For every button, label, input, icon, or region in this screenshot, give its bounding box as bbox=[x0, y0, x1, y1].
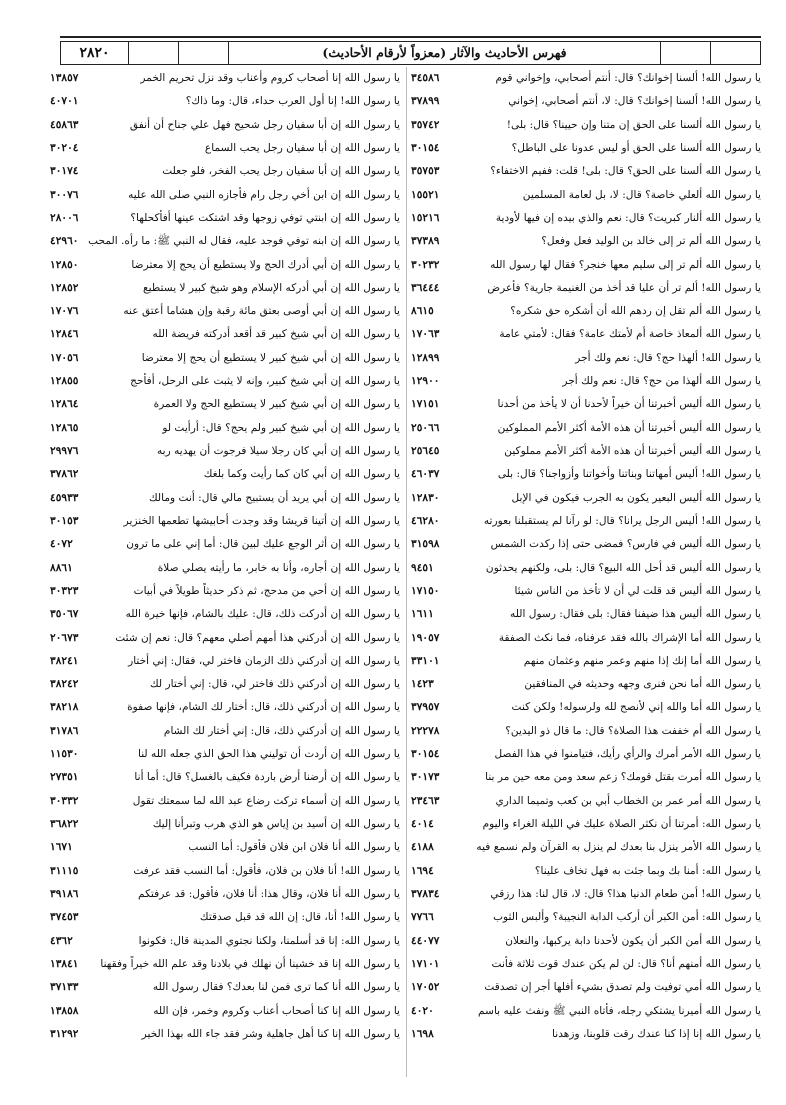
entry-number: ١٧١٥١ bbox=[411, 398, 440, 411]
index-entry bbox=[50, 860, 400, 883]
index-entry bbox=[50, 813, 400, 836]
index-entry bbox=[50, 487, 400, 510]
entry-number: ٢٣٤٦٣ bbox=[411, 794, 440, 807]
entry-number: ١٥٥٢١ bbox=[411, 188, 440, 201]
index-entry bbox=[411, 487, 761, 510]
header-title: فهرس الأحاديث والآثار (معزواً لأرقام الأحاديث) bbox=[228, 42, 660, 64]
entry-text: يا رسول الله: أمنا بك وبما جئت به فهل تخاف علينا؟ bbox=[534, 864, 761, 877]
entry-number: ٢٢٢٧٨ bbox=[411, 724, 440, 737]
index-entry bbox=[411, 207, 761, 230]
header-cell bbox=[128, 42, 178, 64]
entry-text: يا رسول الله أم خففت هذا الصلاة؟ قال: ما قال ذو اليدين؟ bbox=[505, 724, 761, 737]
entry-text: يا رسول الله! أمن طعام الدنيا هذا؟ قال: لا، قال لنا: هذا رزقي bbox=[490, 887, 761, 900]
entry-number: ٣٠٣٢٣ bbox=[50, 584, 79, 597]
entry-text: يا رسول الله: أمرتنا أن نكثر الصلاة عليك في الليلة الغراء واليوم bbox=[482, 818, 761, 830]
entry-number: ٣٠١٧٣ bbox=[411, 771, 440, 784]
entry-number: ٣٠٢٣٢ bbox=[411, 258, 440, 271]
entry-number: ٣٧٣٨٩ bbox=[411, 235, 440, 248]
entry-text: يا رسول الله أمن الكبر أن يكون لأحدنا دابة يركبها، والنعلان bbox=[505, 934, 761, 947]
index-entry bbox=[411, 90, 761, 113]
entry-number: ٣٧٩٥٧ bbox=[411, 701, 440, 714]
entry-text: يا رسول الله إن أبي شيخ كبير قد أقعد أدركته فريضة الله bbox=[152, 328, 400, 341]
entry-number: ١٣٨٥٧ bbox=[50, 72, 79, 84]
index-entry bbox=[50, 627, 400, 650]
entry-number: ٤٢٩٦٠ bbox=[50, 235, 79, 248]
index-entry bbox=[411, 860, 761, 883]
index-entry bbox=[50, 463, 400, 486]
entry-number: ٣٧٨٩٩ bbox=[411, 95, 440, 108]
entry-number: ٣٠١٥٤ bbox=[411, 748, 440, 761]
header-cell bbox=[660, 42, 710, 64]
entry-number: ٢٥٠٦٦ bbox=[411, 421, 440, 434]
entry-text: يا رسول الله ألسنا على الحق إن متنا وإن حيينا؟ قال: بلى! bbox=[506, 118, 761, 131]
index-entry bbox=[50, 883, 400, 906]
entry-number: ٢٥٦٤٥ bbox=[411, 445, 440, 457]
entry-text: يا رسول الله إن أدركت ذلك، قال: عليك بالشام، فإنها خيرة الله bbox=[125, 608, 400, 621]
index-entry bbox=[411, 463, 761, 486]
entry-text: يا رسول الله إن أبي كان كما رأيت وكما بلغك bbox=[203, 468, 400, 481]
index-entry bbox=[411, 370, 761, 393]
index-entry bbox=[50, 347, 400, 370]
index-entry bbox=[411, 930, 761, 953]
entry-text: يا رسول الله إن أبا سفيان رجل يحب السماع bbox=[204, 141, 400, 154]
entry-text: يا رسول الله: أمن الكبر أن أركب الدابة النجيبة؟ وألبس الثوب bbox=[493, 911, 761, 924]
index-entry bbox=[50, 906, 400, 929]
index-entry bbox=[50, 417, 400, 440]
entry-text: يا رسول الله أمرت بقتل قومك؟ زعم سعد ومن معه حين مر بنا bbox=[485, 771, 761, 784]
entry-text: يا رسول الله! أنا، قال: إن الله قد قبل صدقتك bbox=[199, 911, 400, 924]
index-entry bbox=[411, 184, 761, 207]
index-entry bbox=[411, 510, 761, 533]
entry-number: ١٧١٥٠ bbox=[411, 584, 440, 597]
entry-number: ١١٥٣٠ bbox=[50, 748, 79, 761]
entry-text: يا رسول الله الأمر ينزل بنا بعدك لم ينزل به القرآن ولم نسمع فيه bbox=[476, 841, 761, 854]
entry-number: ٣٠٣٣٢ bbox=[50, 794, 79, 807]
entry-text: يا رسول الله ألعلي خاصة؟ قال: لا، بل لعامة المسلمين bbox=[522, 188, 761, 201]
index-entry bbox=[50, 953, 400, 976]
index-entry bbox=[411, 603, 761, 626]
entry-number: ٤٥٩٣٣ bbox=[50, 491, 79, 504]
entry-text: يا رسول الله ألهذا من حج؟ قال: نعم ولك أجر bbox=[562, 375, 761, 388]
entry-number: ١٢٨٦٤ bbox=[50, 398, 79, 411]
index-entry bbox=[411, 440, 761, 463]
index-entry bbox=[411, 230, 761, 253]
index-entry bbox=[50, 696, 400, 719]
entry-number: ١٤٢٣ bbox=[411, 678, 434, 691]
entry-number: ٤٥٨٦٣ bbox=[50, 118, 79, 131]
entry-text: يا رسول الله إن أتينا قريشا وقد وجدت أحابيشها تطعمها الخنزير bbox=[123, 514, 400, 527]
entry-text: يا رسول الله أما إنك إذا منهم وعمر منهم وعثمان منهم bbox=[523, 654, 761, 667]
index-entry bbox=[411, 953, 761, 976]
index-entry bbox=[411, 580, 761, 603]
index-entry bbox=[411, 813, 761, 836]
entry-text: يا رسول الله ألم تر إلى سليم معها خنجر؟ فقال لها رسول الله bbox=[490, 258, 761, 271]
entry-text: يا رسول الله إن أبي أدرك الحج ولا يستطيع أن يحج إلا معترضا bbox=[131, 258, 400, 271]
entry-number: ٣٨٢١٨ bbox=[50, 701, 79, 714]
index-entry bbox=[411, 883, 761, 906]
entry-number: ٤٦٢٨٠ bbox=[411, 514, 440, 527]
entry-text: يا رسول الله أليس قد قلت لي أن لا تأخذ من الناس شيئا bbox=[514, 584, 761, 597]
entry-number: ٣٧١٣٣ bbox=[50, 981, 79, 994]
entry-number: ١٢٨٥٥ bbox=[50, 375, 79, 388]
index-entry bbox=[411, 696, 761, 719]
index-entry bbox=[411, 137, 761, 160]
left-column bbox=[50, 67, 400, 1046]
index-entry bbox=[411, 1023, 761, 1046]
index-entry bbox=[411, 323, 761, 346]
entry-text: يا رسول الله! ألم تر أن عليا قد أخذ من الغنيمة جارية؟ فأعرض bbox=[487, 281, 761, 294]
index-entry bbox=[411, 906, 761, 929]
entry-text: يا رسول الله أما نحن فنرى وجهه وحديثه في المنافقين bbox=[524, 678, 761, 691]
entry-text: يا رسول الله أمنهم أنا؟ قال: لن لم يكن عندك قوت ثلاثة فأنت bbox=[491, 957, 761, 970]
index-entry bbox=[50, 720, 400, 743]
index-entry bbox=[411, 67, 761, 90]
header-cell bbox=[178, 42, 228, 64]
entry-number: ١٢٨٣٠ bbox=[411, 491, 440, 504]
entry-number: ٩٤٥١ bbox=[411, 561, 434, 574]
entry-number: ١٣٨٥٨ bbox=[50, 1004, 79, 1017]
index-entry bbox=[50, 976, 400, 999]
entry-number: ٣٦٤٤٤ bbox=[411, 281, 440, 294]
index-entry bbox=[411, 557, 761, 580]
index-entry bbox=[50, 580, 400, 603]
entry-text: يا رسول الله أليس البعير يكون به الجرب فيكون في الإبل bbox=[511, 491, 761, 504]
entry-number: ٢٨٠٠٦ bbox=[50, 211, 79, 224]
entry-text: يا رسول الله! أليس الرجل يرانا؟ قال: لو رآنا لم يستقبلنا بعورته bbox=[483, 514, 761, 527]
entry-text: يا رسول الله إن أبي أوصى بعتق مائة رقبة وإن هشاما أعتق عنه bbox=[123, 305, 400, 318]
index-entry bbox=[50, 254, 400, 277]
entry-text: يا رسول الله إن أدركني ذلك، قال: إني أختار لك الشام bbox=[163, 724, 400, 737]
entry-number: ٨٨٦١ bbox=[50, 561, 73, 574]
entry-number: ٢٠٦٧٣ bbox=[50, 631, 79, 644]
index-entry bbox=[411, 254, 761, 277]
entry-number: ١٥٢١٦ bbox=[411, 211, 440, 224]
index-entry bbox=[411, 743, 761, 766]
index-entry bbox=[411, 650, 761, 673]
index-entry bbox=[50, 743, 400, 766]
entry-number: ١٦٧١ bbox=[50, 841, 73, 854]
entry-text: يا رسول الله ألنار كبريت؟ قال: نعم والذي بيده إن فيها لأودية bbox=[495, 211, 761, 224]
entry-text: يا رسول الله! إنا أول العرب حداء، قال: وما ذاك؟ bbox=[185, 95, 400, 108]
entry-text: يا رسول الله إن أدركني ذلك الزمان فاختر لي، فقال: إني أختار bbox=[128, 654, 400, 667]
entry-text: يا رسول الله أنا فلان ابن فلان فأقول: أما النسب bbox=[188, 841, 400, 854]
entry-number: ٤٣٦٢ bbox=[50, 934, 73, 947]
entry-text: يا رسول الله إن ابنه توفي فوجد عليه، فقال له النبي ﷺ: ما رأه. المحب bbox=[88, 235, 400, 248]
entry-number: ٣١٧٨٦ bbox=[50, 724, 79, 737]
index-entry bbox=[411, 114, 761, 137]
index-entry bbox=[411, 836, 761, 859]
index-entry bbox=[50, 370, 400, 393]
index-entry bbox=[50, 114, 400, 137]
entry-text: يا رسول الله أميرنا يشتكي رجله، فأتاه النبي ﷺ ونفث عليه باسم bbox=[478, 1004, 761, 1017]
entry-text: يا رسول الله! أليس أمهاتنا وبناتنا وأخواتنا وأزواجنا؟ قال: بلى bbox=[497, 468, 761, 481]
entry-text: يا رسول الله إن أبي شيخ كبير لا يستطيع الحج ولا العمرة bbox=[153, 398, 400, 411]
index-entry bbox=[50, 67, 400, 90]
entry-number: ٣١١١٥ bbox=[50, 864, 79, 877]
entry-text: يا رسول الله! ألسنا إخوانك؟ قال: لا، أنتم أصحابي، إخواني bbox=[508, 95, 761, 108]
entry-text: يا رسول الله أمر عمر بن الخطاب أبي بن كعب وتميما الداري bbox=[495, 794, 761, 807]
entry-number: ٣٥٠٦٧ bbox=[50, 608, 79, 621]
entry-text: يا رسول الله إن أدركني ذلك فاختر لي، قال: إني أختار لك bbox=[149, 678, 400, 691]
entry-text: يا رسول الله إن أثر الوجع عليك لبين قال: أما إني على ما ترون bbox=[126, 538, 400, 551]
entry-number: ٧٧٦٦ bbox=[411, 911, 434, 924]
entry-number: ١٧١٠١ bbox=[411, 957, 440, 970]
entry-text: يا رسول الله أليس أخبرتنا أن هذه الأمة أكثر الأمم المملوكين bbox=[497, 421, 761, 434]
index-entry bbox=[50, 790, 400, 813]
entry-number: ١٦٩٤ bbox=[411, 864, 434, 877]
entry-number: ٤٠٢٠ bbox=[411, 1004, 434, 1017]
index-entry bbox=[411, 533, 761, 556]
index-entry bbox=[50, 323, 400, 346]
entry-text: يا رسول الله إن أجاره، وأنا به خابر، ما رأيته يصلي صلاة bbox=[157, 561, 400, 574]
index-entry bbox=[50, 650, 400, 673]
entry-text: يا رسول الله إن أبي شيخ كبير لا يستطيع أن يحج إلا معترضا bbox=[141, 351, 400, 364]
index-entry bbox=[411, 720, 761, 743]
entry-text: يا رسول الله أليس قد أحل الله البيع؟ قال: بلى، ولكنهم يحدثون bbox=[485, 561, 761, 574]
entry-text: يا رسول الله أليس أخبرتنا أن خيراً لأحدنا أن لا يأخذ من أحدنا bbox=[497, 398, 761, 411]
index-entry bbox=[50, 557, 400, 580]
index-entry bbox=[411, 347, 761, 370]
entry-number: ٣٣١٠١ bbox=[411, 654, 440, 667]
right-column bbox=[411, 67, 761, 1046]
entry-number: ٤٠٧٢ bbox=[50, 538, 73, 551]
index-entry bbox=[411, 673, 761, 696]
entry-text: يا رسول الله إنا كنا أهل جاهلية وشر فقد جاء الله بهذا الخير bbox=[141, 1027, 400, 1040]
entry-number: ١٢٨٦٥ bbox=[50, 421, 79, 434]
entry-number: ١٧٠٧٦ bbox=[50, 305, 79, 318]
entry-number: ١٦٩٨ bbox=[411, 1027, 434, 1040]
entry-number: ١٧٠٥٦ bbox=[50, 351, 79, 364]
entry-text: يا رسول الله إنا أصحاب كروم وأعناب وقد نزل تحريم الخمر bbox=[140, 72, 400, 84]
entry-number: ٣٠٢٠٤ bbox=[50, 141, 79, 154]
index-entry bbox=[411, 766, 761, 789]
index-entry bbox=[411, 1000, 761, 1023]
entry-text: يا رسول الله إن ابن أخي رجل رام فأجازه النبي صلى الله عليه bbox=[128, 188, 400, 201]
entry-text: يا رسول الله أليس هذا ضيفنا فقال: بلى فقال: رسول الله bbox=[510, 608, 761, 621]
index-entry bbox=[50, 90, 400, 113]
entry-text: يا رسول الله! ألسنا إخوانك؟ قال: أنتم أصحابي، وإخواني قوم bbox=[495, 72, 761, 84]
entry-number: ٨٦١٥ bbox=[411, 305, 434, 318]
entry-number: ٣٧٤٥٣ bbox=[50, 911, 79, 924]
entry-number: ٣١٥٩٨ bbox=[411, 538, 440, 551]
entry-number: ٣١٢٩٢ bbox=[50, 1027, 79, 1040]
entry-text: يا رسول الله إن أبي أدركه الإسلام وهو شيخ كبير لا يستطيع bbox=[143, 281, 400, 294]
entry-number: ٣٨٢٤١ bbox=[50, 654, 79, 667]
entry-number: ١٩٠٥٧ bbox=[411, 631, 440, 644]
index-entry bbox=[411, 300, 761, 323]
entry-number: ٣٧٨٦٢ bbox=[50, 468, 79, 481]
page-header bbox=[60, 41, 761, 65]
entry-text: يا رسول الله: إنا قد أسلمنا، ولكنا نجتوي المدينة قال: فكونوا bbox=[138, 934, 400, 947]
index-entry bbox=[50, 137, 400, 160]
entry-text: يا رسول الله إن أدركني هذا أمهم أصلي معهم؟ قال: نعم إن شئت bbox=[115, 631, 400, 644]
entry-text: يا رسول الله أنا فلان، وقال هذا: أنا فلان، فأقول: قد عرفتكم bbox=[138, 887, 400, 900]
entry-text: يا رسول الله إن أبا سفيان رجل شحيح فهل علي جناح أن أنفق bbox=[129, 118, 400, 131]
entry-number: ١٧٠٥٢ bbox=[411, 981, 440, 994]
entry-text: يا رسول الله أليس أخبرتنا أن هذه الأمة أكثر الأمم مملوكين bbox=[504, 445, 761, 457]
entry-number: ٣٥٧٥٣ bbox=[411, 165, 440, 178]
entry-number: ٣٨٢٤٢ bbox=[50, 678, 79, 691]
entry-number: ٣٠٠٧٦ bbox=[50, 188, 79, 201]
entry-number: ٣٠١٧٤ bbox=[50, 165, 79, 178]
entry-text: يا رسول الله إن أسماء تركت رضاع عبد الله لما سمعتك تقول bbox=[132, 794, 400, 807]
entry-number: ٣٠١٥٣ bbox=[50, 514, 79, 527]
index-entry bbox=[50, 300, 400, 323]
entry-text: يا رسول الله أمي توفيت ولم تصدق بشيء أفلها أجر إن تصدقت bbox=[484, 981, 761, 994]
entry-text: يا رسول الله إنا كنا أصحاب أعناب وكروم وخمر، فإن الله bbox=[153, 1004, 400, 1017]
entry-number: ٤٠١٤ bbox=[411, 818, 434, 830]
index-entry bbox=[50, 184, 400, 207]
entry-text: يا رسول الله إن أبي شيخ كبير، وإنه لا يثبت على الرحل، أفأحج bbox=[130, 375, 400, 388]
entry-number: ٤٤٠٧٧ bbox=[411, 934, 440, 947]
entry-text: يا رسول الله ألم تقل إن ردهم الله أن أشكره حق شكره؟ bbox=[510, 305, 761, 318]
entry-text: يا رسول الله أليس في فارس؟ فمضى حتى إذا ركدت الشمس bbox=[490, 538, 761, 551]
entry-text: يا رسول الله إن أبا سفيان رجل يحب الفخر، فلو جعلت bbox=[162, 165, 400, 178]
entry-text: يا رسول الله إن أردت أن توليني هذا الحق الذي جعله الله لنا bbox=[138, 748, 400, 761]
entry-text: يا رسول الله أما الإشراك بالله فقد عرفناه، فما نكث الصفقة bbox=[498, 631, 761, 644]
index-entry bbox=[50, 277, 400, 300]
entry-text: يا رسول الله! أنا فلان بن فلان، فأقول: أما النسب فقد عرفت bbox=[133, 864, 400, 877]
entry-text: يا رسول الله أنا كما ترى فمن لنا بعدك؟ فقال رسول الله bbox=[152, 981, 400, 994]
index-entry bbox=[50, 440, 400, 463]
entry-text: يا رسول الله إن أرضنا أرض باردة فكيف بالغسل؟ قال: أما أنا bbox=[134, 771, 400, 784]
column-divider bbox=[406, 67, 407, 1077]
index-entry bbox=[50, 836, 400, 859]
entry-text: يا رسول الله إن أبي يريد أن يستبيح مالي قال: أنت ومالك bbox=[148, 491, 400, 504]
index-entry bbox=[50, 1023, 400, 1046]
entry-text: يا رسول الله إن ابنتي توفي زوجها وقد اشتكت عينها أفأكحلها؟ bbox=[130, 211, 400, 224]
entry-number: ٣٧٨٣٤ bbox=[411, 887, 440, 900]
entry-text: يا رسول الله ألم تر إلى خالد بن الوليد فعل وفعل؟ bbox=[541, 235, 761, 248]
entry-text: يا رسول الله إن أدركني ذلك، قال: أختار لك الشام، فإنها صفوة bbox=[127, 701, 400, 714]
entry-number: ١٢٩٠٠ bbox=[411, 375, 440, 388]
entry-text: يا رسول الله! ألهذا حج؟ قال: نعم ولك أجر bbox=[575, 351, 761, 364]
entry-text: يا رسول الله إنا قد خشينا أن نهلك في بلادنا وقد علم الله خيراً وفقهنا bbox=[100, 957, 400, 970]
index-entry bbox=[50, 510, 400, 533]
entry-text: يا رسول الله أما والله إني لأنصح لله ولرسوله! ولكن كنت bbox=[511, 701, 761, 714]
entry-text: يا رسول الله إنا إذا كنا عندك رقت قلوبنا، وزهدنا bbox=[552, 1027, 761, 1040]
entry-text: يا رسول الله إن أبي كان رجلا سيلا فرجوت أن يهديه ربه bbox=[156, 445, 400, 457]
index-entry bbox=[411, 277, 761, 300]
entry-number: ١٢٨٥٢ bbox=[50, 281, 79, 294]
index-entry bbox=[50, 207, 400, 230]
index-entry bbox=[50, 673, 400, 696]
index-entry bbox=[411, 627, 761, 650]
entry-number: ٣٩١٨٦ bbox=[50, 887, 79, 900]
index-entry bbox=[411, 417, 761, 440]
entry-text: يا رسول الله إن أحي من مدحج، ثم ذكر حديثاً طويلاً في أبيات bbox=[133, 584, 400, 597]
entry-text: يا رسول الله إن أسيد بن إياس هو الذي هرب وتبرأنا إليك bbox=[152, 818, 400, 830]
entry-text: يا رسول الله ألسنا على الحق أو ليس عدونا على الباطل؟ bbox=[511, 141, 761, 154]
entry-number: ٤٦٠٣٧ bbox=[411, 468, 440, 481]
entry-number: ٤٠٧٠١ bbox=[50, 95, 79, 108]
index-entry bbox=[411, 790, 761, 813]
index-entry bbox=[411, 160, 761, 183]
index-entry bbox=[50, 1000, 400, 1023]
entry-number: ٣٤٥٨٦ bbox=[411, 72, 440, 84]
index-entry bbox=[50, 393, 400, 416]
entry-text: يا رسول الله ألمعاذ خاصة أم لأمتك عامة؟ فقال: لأمتي عامة bbox=[499, 328, 761, 341]
entry-number: ١٧٠٦٣ bbox=[411, 328, 440, 341]
entry-number: ٣٥٧٤٢ bbox=[411, 118, 440, 131]
index-entry bbox=[50, 160, 400, 183]
entry-text: يا رسول الله إن أبي شيخ كبير ولم يحج؟ قال: أرأيت لو bbox=[162, 421, 400, 434]
index-entry bbox=[50, 603, 400, 626]
index-entry bbox=[50, 230, 400, 253]
entry-number: ١٢٨٩٩ bbox=[411, 351, 440, 364]
entry-number: ١٢٨٤٦ bbox=[50, 328, 79, 341]
entry-text: يا رسول الله الأمر أمرك والرأي رأيك، فتيامنوا في هذا الفصل bbox=[494, 748, 761, 761]
entry-number: ٢٧٣٥١ bbox=[50, 771, 79, 784]
page-number: ٢٨٢٠ bbox=[79, 45, 110, 61]
entry-number: ٣٦٨٢٢ bbox=[50, 818, 79, 830]
header-cell bbox=[710, 42, 760, 64]
index-entry bbox=[50, 766, 400, 789]
entry-number: ٢٩٩٧٦ bbox=[50, 445, 79, 457]
index-entry bbox=[50, 533, 400, 556]
index-entry bbox=[50, 930, 400, 953]
top-rule bbox=[60, 36, 761, 38]
entry-number: ١٢٨٥٠ bbox=[50, 258, 79, 271]
entry-number: ١٦١١ bbox=[411, 608, 434, 621]
entry-number: ٤١٨٨ bbox=[411, 841, 434, 854]
entry-text: يا رسول الله ألسنا على الحق؟ قال: بلى! قلت: ففيم الاختفاء؟ bbox=[490, 165, 761, 178]
entry-number: ١٣٨٤١ bbox=[50, 957, 79, 970]
entry-number: ٣٠١٥٤ bbox=[411, 141, 440, 154]
index-entry bbox=[411, 393, 761, 416]
index-entry bbox=[411, 976, 761, 999]
